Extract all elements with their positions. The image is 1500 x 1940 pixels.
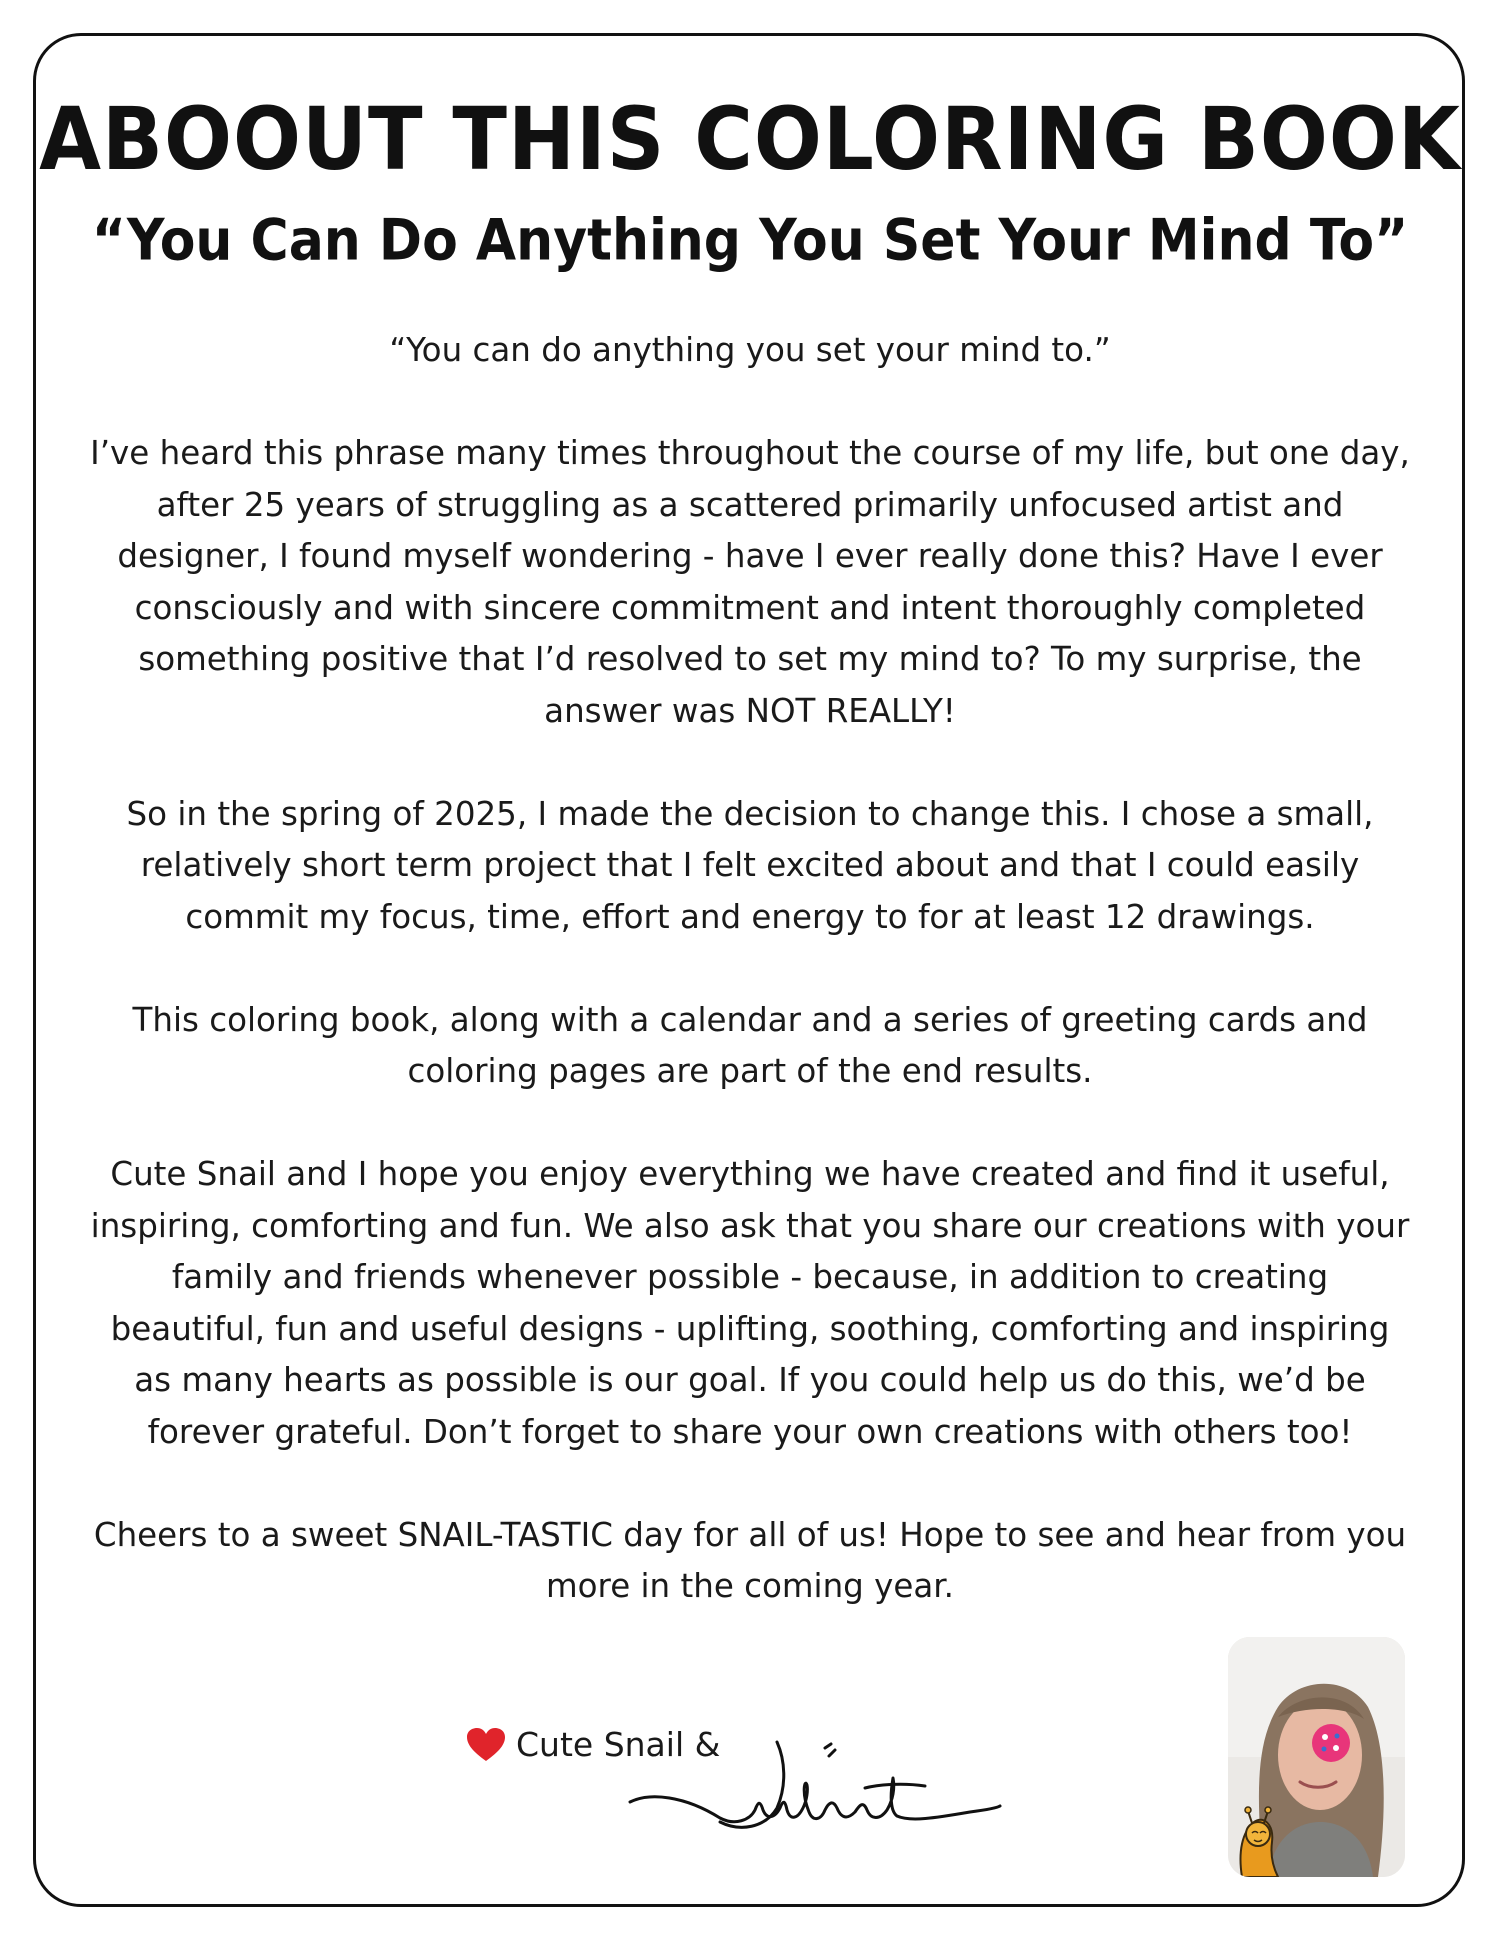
heart-icon [466,1727,506,1763]
paragraph-story: I’ve heard this phrase many times throughout the course of my life, but one day, after 25 years of struggling as a scattered primarily unfocused artist and designer, I found myself wondering - have I ever really done this? Have I ever consciously and with sincere commitment and intent thoroughly completed something positive that I’d resolved to set my mind to? To my surprise, the answer was NOT REALLY! [90,434,1410,730]
paragraph-cheers: Cheers to a sweet SNAIL-TASTIC day for all of us! Hope to see and hear from you more in the coming year. [93,1515,1407,1605]
paragraph-hope: Cute Snail and I hope you enjoy everything we have created and find it useful, inspiring, comforting and fun. We also ask that you share our creations with your family and friends whenever possible - because, in addition to creating beautiful, fun and useful designs - uplifting, soothing, comforting and inspiring as many hearts as possible is our goal. If you could help us do this, we’d be forever grateful. Don’t forget to share your own creations with others too! [90,1155,1410,1451]
signoff-text: Cute Snail & [516,1725,721,1764]
page-title: ABOOUT THIS COLORING BOOK [39,89,1461,190]
body-text [90,325,1410,1664]
author-portrait-image [1228,1637,1405,1877]
paragraph-quote: “You can do anything you set your mind to.” [389,331,1111,369]
page-subtitle: “You Can Do Anything You Set Your Mind To” [91,208,1409,274]
author-photo [1228,1637,1405,1877]
paragraph-decision: So in the spring of 2025, I made the decision to change this. I chose a small, relatively short term project that I felt excited about and that I could easily commit my focus, time, effort and energy to for at least 12 drawings. [126,794,1374,936]
handwritten-signature [625,1730,1005,1840]
paragraph-results: This coloring book, along with a calendar and a series of greeting cards and coloring pages are part of the end results. [132,1000,1368,1090]
